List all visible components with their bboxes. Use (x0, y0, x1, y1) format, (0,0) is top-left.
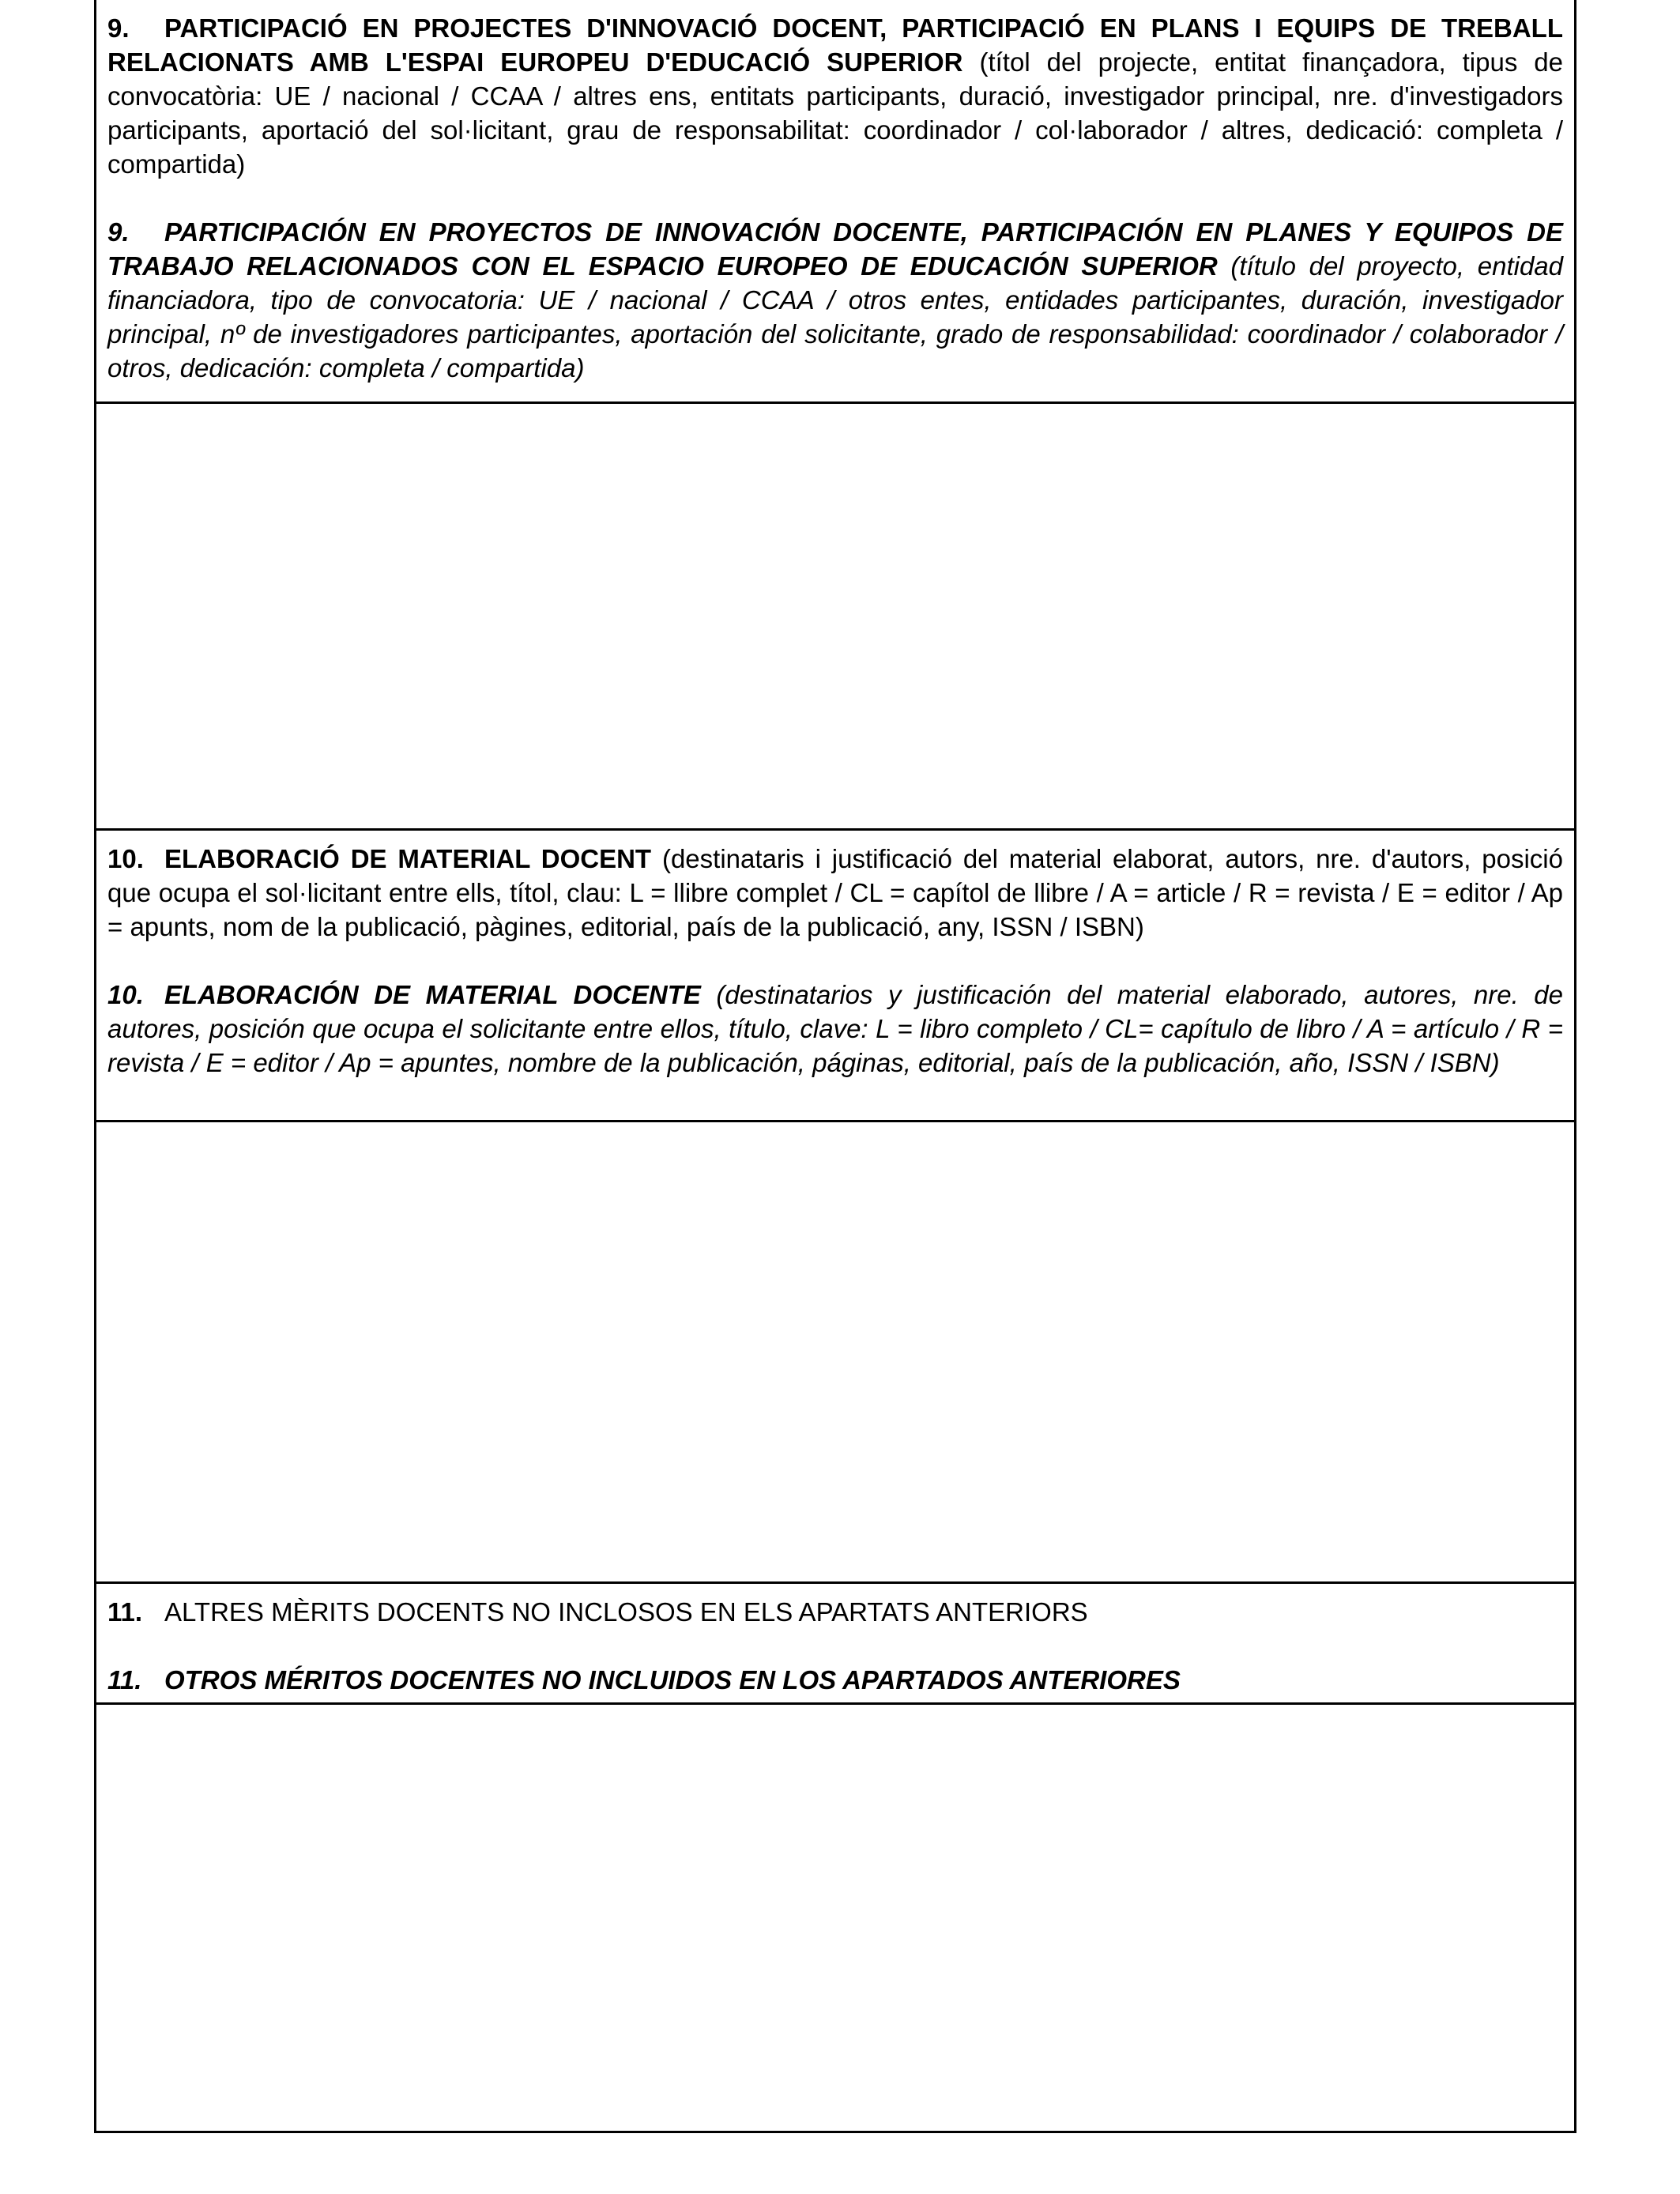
section-description: (destinatarios y justificación del material elaborado, autores, nre. de autores, posición que ocupa el solicitante entre ellos, título, clave: L = libro completo / CL= capítulo de libro / A = artículo / R = revista / E = editor / Ap = apuntes, nombre de la publicación, páginas, editorial, país de la publicación, año, ISSN / ISBN) (107, 980, 1563, 1077)
section-number: 10. (107, 980, 144, 1009)
section-title: PARTICIPACIÓN EN PROYECTOS DE INNOVACIÓN DOCENTE, PARTICIPACIÓN EN PLANES Y EQUIPOS DE TRABAJO RELACIONADOS CON EL ESPACIO EUROPEO DE EDUCACIÓN SUPERIOR (107, 217, 1563, 281)
section-number: 11. (107, 1597, 143, 1627)
section-10-answer-area[interactable] (96, 1122, 1574, 1581)
section-10-header (96, 831, 1574, 1120)
section-9-header (96, 0, 1574, 401)
section-title: PARTICIPACIÓ EN PROJECTES D'INNOVACIÓ DOCENT, PARTICIPACIÓ EN PLANS I EQUIPS DE TREBALL RELACIONATS AMB L'ESPAI EUROPEU D'EDUCACIÓ SUPERIOR (107, 13, 1563, 77)
section-10-spanish (107, 978, 1563, 1080)
form-table (94, 0, 1576, 2133)
section-description: (título del proyecto, entidad financiadora, tipo de convocatoria: UE / nacional / CCAA / otros entes, entidades participantes, duración, investigador principal, nº de investigadores participantes, aportación del solicitante, grado de responsabilidad: coordinador / colaborador / otros, dedicación: completa / compartida) (107, 251, 1564, 383)
section-11-header (96, 1584, 1574, 1702)
section-number: 9. (107, 217, 130, 247)
section-11-catalan (107, 1595, 1563, 1629)
section-number: 9. (107, 13, 130, 43)
section-title: ELABORACIÓ DE MATERIAL DOCENT (164, 844, 652, 873)
section-9-answer-area[interactable] (96, 404, 1574, 828)
section-description: (títol del projecte, entitat finançadora, tipus de convocatòria: UE / nacional / CCAA / altres ens, entitats participants, duració, investigador principal, nre. d'investigadors participants, aportació del sol·licitant, grau de responsabilitat: coordinador / col·laborador / altres, dedicació: completa / compartida) (107, 47, 1564, 179)
section-title: ELABORACIÓN DE MATERIAL DOCENTE (164, 980, 701, 1009)
section-number: 10. (107, 844, 144, 873)
section-title: ALTRES MÈRITS DOCENTS NO INCLOSOS EN ELS APARTATS ANTERIORS (164, 1597, 1088, 1627)
section-9-catalan (107, 11, 1563, 181)
section-description: (destinataris i justificació del material elaborat, autors, nre. d'autors, posició que ocupa el sol·licitant entre ells, títol, clau: L = llibre complet / CL = capítol de llibre / A = article / R = revista / E = editor / Ap = apunts, nom de la publicació, pàgines, editorial, país de la publicació, any, ISSN / ISBN) (107, 844, 1563, 941)
section-title: OTROS MÉRITOS DOCENTES NO INCLUIDOS EN LOS APARTADOS ANTERIORES (164, 1665, 1181, 1695)
section-10-catalan (107, 842, 1563, 944)
section-11-spanish (107, 1663, 1563, 1697)
section-9-spanish (107, 215, 1563, 385)
section-number: 11. (107, 1665, 142, 1695)
section-11-answer-area[interactable] (96, 1705, 1574, 2131)
